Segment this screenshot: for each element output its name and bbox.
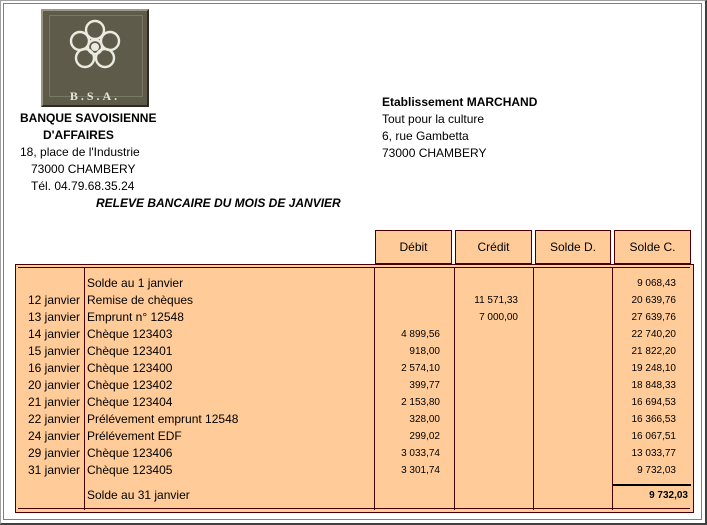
- statement-table: [15, 264, 694, 513]
- closing-label: Solde au 31 janvier: [87, 488, 190, 502]
- row-label: Chèque 123404: [87, 395, 173, 409]
- header-credit: Crédit: [455, 230, 532, 264]
- table-row: [16, 445, 695, 462]
- table-row: [16, 326, 695, 343]
- table-row: [16, 309, 695, 326]
- bank-name-line1: BANQUE SAVOISIENNE: [20, 111, 157, 125]
- flower-icon: [63, 15, 127, 79]
- row-solde-c: 21 822,20: [631, 346, 676, 357]
- row-debit: 918,00: [409, 346, 440, 357]
- row-debit: 4 899,56: [401, 329, 440, 340]
- row-date: 29 janvier: [27, 446, 80, 460]
- row-label: Chèque 123402: [87, 378, 173, 392]
- client-address: 6, rue Gambetta: [382, 129, 469, 143]
- row-credit: 11 571,33: [474, 295, 518, 306]
- row-date: 14 janvier: [27, 327, 80, 341]
- row-date: 15 janvier: [27, 344, 80, 358]
- bank-address: 18, place de l'Industrie: [20, 145, 140, 159]
- row-solde-c: 22 740,20: [631, 329, 676, 340]
- row-debit: 3 033,74: [401, 448, 440, 459]
- closing-balance: 9 732,03: [649, 490, 688, 501]
- table-row: [16, 394, 695, 411]
- row-label: Prélévement EDF: [87, 429, 182, 443]
- bank-phone: Tél. 04.79.68.35.24: [31, 179, 135, 193]
- table-row: [16, 428, 695, 445]
- row-solde-c: 19 248,10: [631, 363, 676, 374]
- row-solde-c: 16 366,53: [631, 414, 676, 425]
- header-solde-c: Solde C.: [614, 230, 691, 264]
- row-label: Chèque 123405: [87, 463, 173, 477]
- row-solde-c: 20 639,76: [631, 295, 676, 306]
- row-solde-c: 9 732,03: [637, 465, 676, 476]
- header-debit: Débit: [375, 230, 452, 264]
- row-date: 31 janvier: [27, 463, 80, 477]
- logo-text: B.S.A.: [69, 89, 121, 103]
- row-debit: 399,77: [409, 380, 440, 391]
- bank-name-line2: D'AFFAIRES: [43, 128, 114, 142]
- row-debit: 2 153,80: [401, 397, 440, 408]
- row-label: Chèque 123401: [87, 344, 173, 358]
- row-label: Chèque 123403: [87, 327, 173, 341]
- row-solde-c: 16 694,53: [631, 397, 676, 408]
- table-row: [16, 377, 695, 394]
- row-date: 16 janvier: [27, 361, 80, 375]
- row-date: 12 janvier: [27, 293, 80, 307]
- row-debit: 2 574,10: [401, 363, 440, 374]
- closing-total-box: [613, 484, 691, 509]
- row-solde-c: 9 068,43: [637, 278, 676, 289]
- client-name: Etablissement MARCHAND: [382, 95, 538, 109]
- row-label: Chèque 123406: [87, 446, 173, 460]
- table-row: [16, 275, 695, 292]
- header-solde-d: Solde D.: [535, 230, 611, 264]
- table-row: [16, 360, 695, 377]
- client-tagline: Tout pour la culture: [382, 112, 485, 126]
- row-date: 22 janvier: [27, 412, 80, 426]
- row-date: 24 janvier: [27, 429, 80, 443]
- row-solde-c: 13 033,77: [631, 448, 676, 459]
- table-row: [16, 462, 695, 479]
- bank-city: 73000 CHAMBERY: [31, 162, 136, 176]
- row-solde-c: 18 848,33: [631, 380, 676, 391]
- bank-logo: [41, 9, 149, 107]
- row-solde-c: 27 639,76: [631, 312, 676, 323]
- row-date: 21 janvier: [27, 395, 80, 409]
- row-debit: 299,02: [409, 431, 440, 442]
- row-solde-c: 16 067,51: [631, 431, 676, 442]
- row-label: Chèque 123400: [87, 361, 173, 375]
- row-label: Solde au 1 janvier: [87, 276, 184, 290]
- closing-row: [16, 487, 695, 504]
- row-label: Prélévement emprunt 12548: [87, 412, 239, 426]
- table-row: [16, 411, 695, 428]
- row-date: 20 janvier: [27, 378, 80, 392]
- row-debit: 328,00: [409, 414, 440, 425]
- row-date: 13 janvier: [27, 310, 80, 324]
- table-row: [16, 292, 695, 309]
- row-label: Remise de chèques: [87, 293, 194, 307]
- row-debit: 3 301,74: [401, 465, 440, 476]
- row-label: Emprunt n° 12548: [87, 310, 184, 324]
- table-row: [16, 343, 695, 360]
- statement-title: RELEVE BANCAIRE DU MOIS DE JANVIER: [96, 196, 341, 210]
- row-credit: 7 000,00: [479, 312, 518, 323]
- client-city: 73000 CHAMBERY: [382, 146, 487, 160]
